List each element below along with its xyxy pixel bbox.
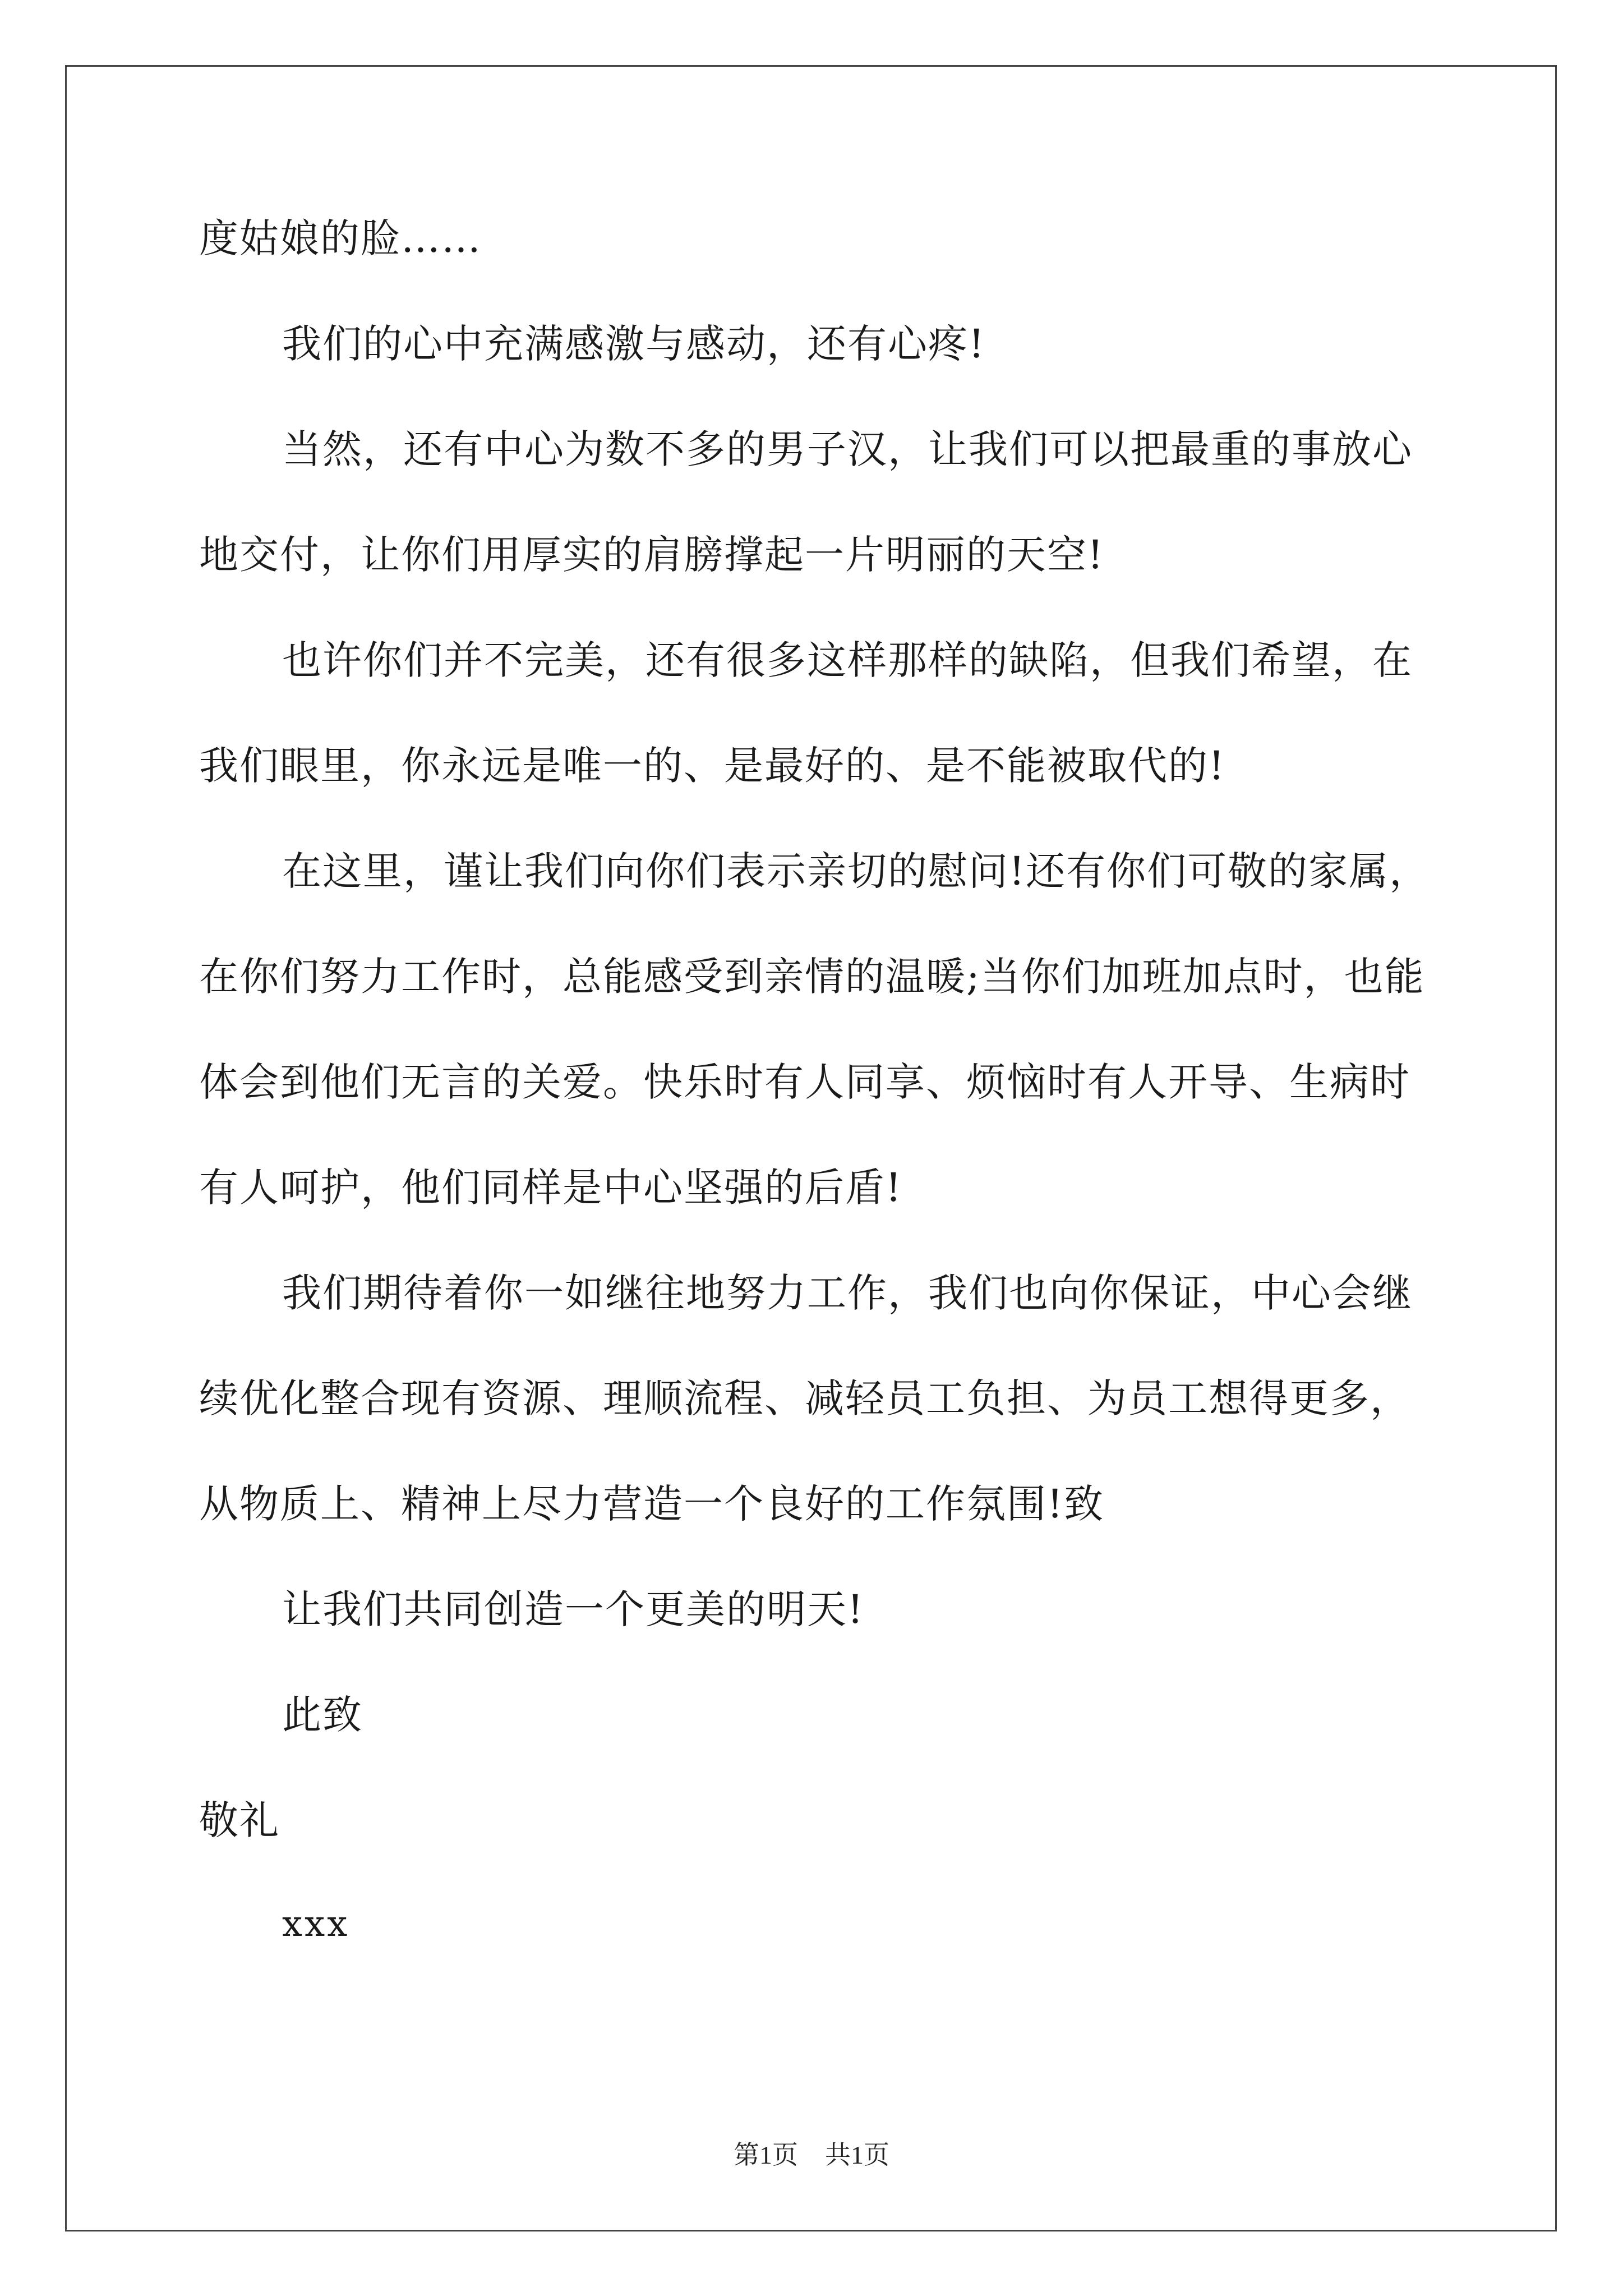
paragraph-line: 也许你们并不完美，还有很多这样那样的缺陷，但我们希望，在 — [282, 637, 1413, 683]
paragraph-line: 在你们努力工作时，总能感受到亲情的温暖;当你们加班加点时，也能 — [199, 954, 1425, 1000]
paragraph-line: 体会到他们无言的关爱。快乐时有人同享、烦恼时有人开导、生病时 — [199, 1059, 1410, 1105]
salutation-line: 敬礼 — [199, 1797, 280, 1843]
page-number: 第1页 — [734, 2141, 798, 2169]
paragraph-line: 地交付，让你们用厚实的肩膀撑起一片明丽的天空! — [199, 532, 1105, 578]
paragraph-line: 有人呵护，他们同样是中心坚强的后盾! — [199, 1165, 903, 1211]
paragraph-line: 从物质上、精神上尽力营造一个良好的工作氛围!致 — [199, 1481, 1105, 1527]
page-total: 共1页 — [825, 2141, 889, 2169]
paragraph-line: 让我们共同创造一个更美的明天! — [282, 1586, 865, 1632]
paragraph-line: 我们眼里，你永远是唯一的、是最好的、是不能被取代的! — [199, 743, 1226, 789]
paragraph-line: 度姑娘的脸…… — [199, 215, 482, 261]
paragraph-line: 当然，还有中心为数不多的男子汉，让我们可以把最重的事放心 — [282, 426, 1413, 472]
page-footer — [0, 2138, 1623, 2172]
paragraph-line: 在这里，谨让我们向你们表示亲切的慰问!还有你们可敬的家属， — [282, 848, 1430, 894]
signature: xxx — [282, 1903, 350, 1945]
closing-line: 此致 — [282, 1692, 363, 1738]
paragraph-line: 续优化整合现有资源、理顺流程、减轻员工负担、为员工想得更多， — [199, 1375, 1410, 1421]
paragraph-line: 我们期待着你一如继往地努力工作，我们也向你保证，中心会继 — [282, 1270, 1413, 1316]
paragraph-line: 我们的心中充满感激与感动，还有心疼! — [282, 321, 986, 367]
